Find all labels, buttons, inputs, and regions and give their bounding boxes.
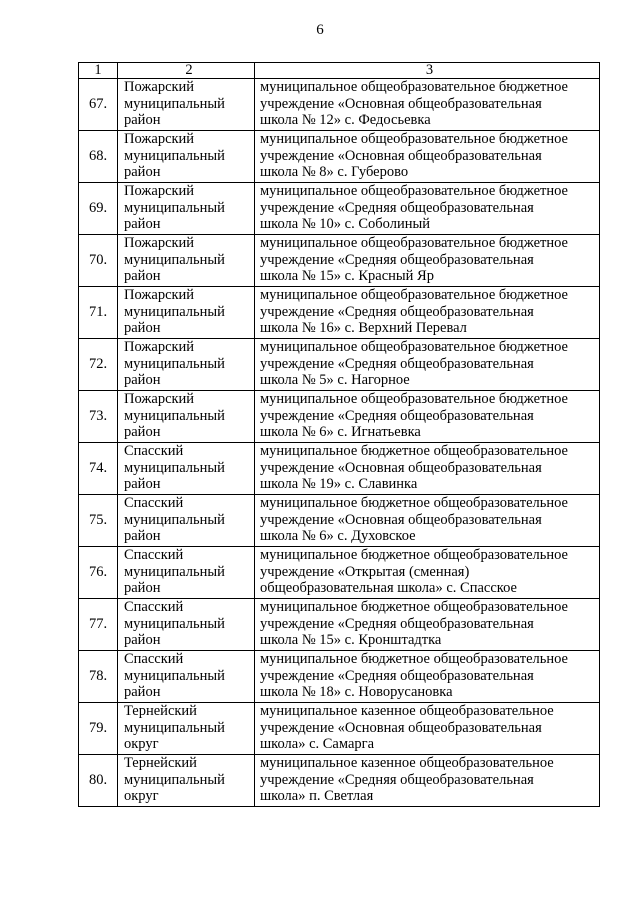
table-row bbox=[79, 339, 600, 391]
institution-name: муниципальное общеобразовательное бюджетное учреждение «Средняя общеобразовательная школа № 16» с. Верхний Перевал bbox=[260, 287, 568, 336]
table-row bbox=[79, 651, 600, 703]
district-name: Тернейский муниципальный округ bbox=[124, 755, 225, 804]
row-number: 80. bbox=[79, 755, 118, 807]
institution-cell bbox=[255, 183, 600, 235]
table-row bbox=[79, 183, 600, 235]
row-number: 67. bbox=[79, 79, 118, 131]
institution-name: муниципальное общеобразовательное бюджетное учреждение «Основная общеобразовательная школа № 8» с. Губерово bbox=[260, 131, 568, 180]
row-number: 76. bbox=[79, 547, 118, 599]
district-name: Пожарский муниципальный район bbox=[124, 183, 225, 232]
table-body bbox=[79, 63, 600, 807]
table-row bbox=[79, 703, 600, 755]
district-cell bbox=[118, 703, 255, 755]
district-name: Пожарский муниципальный район bbox=[124, 339, 225, 388]
page-number: 6 bbox=[316, 22, 324, 38]
institution-name: муниципальное казенное общеобразовательное учреждение «Средняя общеобразовательная школа» п. Светлая bbox=[260, 755, 554, 804]
header-cell-3: 3 bbox=[255, 63, 600, 79]
district-name: Пожарский муниципальный район bbox=[124, 79, 225, 128]
table-row bbox=[79, 547, 600, 599]
row-number: 75. bbox=[79, 495, 118, 547]
table-row bbox=[79, 755, 600, 807]
institution-name: муниципальное бюджетное общеобразовательное учреждение «Средняя общеобразовательная школа № 18» с. Новорусановка bbox=[260, 651, 568, 700]
district-cell bbox=[118, 183, 255, 235]
table-row bbox=[79, 287, 600, 339]
row-number: 68. bbox=[79, 131, 118, 183]
institution-name: муниципальное бюджетное общеобразовательное учреждение «Основная общеобразовательная школа № 19» с. Славинка bbox=[260, 443, 568, 492]
institution-cell bbox=[255, 651, 600, 703]
institution-cell bbox=[255, 235, 600, 287]
row-number: 79. bbox=[79, 703, 118, 755]
district-cell bbox=[118, 651, 255, 703]
table-header-row bbox=[79, 63, 600, 79]
district-cell bbox=[118, 391, 255, 443]
district-name: Пожарский муниципальный район bbox=[124, 131, 225, 180]
institution-cell bbox=[255, 495, 600, 547]
institution-name: муниципальное бюджетное общеобразовательное учреждение «Средняя общеобразовательная школа № 15» с. Кронштадтка bbox=[260, 599, 568, 648]
table-row bbox=[79, 235, 600, 287]
district-name: Спасский муниципальный район bbox=[124, 651, 225, 700]
institution-name: муниципальное общеобразовательное бюджетное учреждение «Средняя общеобразовательная школа № 10» с. Соболиный bbox=[260, 183, 568, 232]
institution-cell bbox=[255, 443, 600, 495]
table-row bbox=[79, 495, 600, 547]
institution-cell bbox=[255, 599, 600, 651]
institution-name: муниципальное общеобразовательное бюджетное учреждение «Средняя общеобразовательная школа № 15» с. Красный Яр bbox=[260, 235, 568, 284]
district-cell bbox=[118, 755, 255, 807]
district-name: Тернейский муниципальный округ bbox=[124, 703, 225, 752]
institution-name: муниципальное бюджетное общеобразовательное учреждение «Основная общеобразовательная школа № 6» с. Духовское bbox=[260, 495, 568, 544]
district-cell bbox=[118, 495, 255, 547]
district-name: Спасский муниципальный район bbox=[124, 547, 225, 596]
institution-cell bbox=[255, 339, 600, 391]
district-cell bbox=[118, 79, 255, 131]
row-number: 77. bbox=[79, 599, 118, 651]
institution-name: муниципальное общеобразовательное бюджетное учреждение «Средняя общеобразовательная школа № 6» с. Игнатьевка bbox=[260, 391, 568, 440]
row-number: 73. bbox=[79, 391, 118, 443]
district-cell bbox=[118, 235, 255, 287]
institution-cell bbox=[255, 79, 600, 131]
header-cell-2: 2 bbox=[118, 63, 255, 79]
district-name: Спасский муниципальный район bbox=[124, 443, 225, 492]
institution-name: муниципальное общеобразовательное бюджетное учреждение «Основная общеобразовательная школа № 12» с. Федосьевка bbox=[260, 79, 568, 128]
institution-name: муниципальное бюджетное общеобразовательное учреждение «Открытая (сменная) общеобразовательная школа» с. Спасское bbox=[260, 547, 568, 596]
row-number: 74. bbox=[79, 443, 118, 495]
table-row bbox=[79, 391, 600, 443]
district-name: Пожарский муниципальный район bbox=[124, 391, 225, 440]
schools-table bbox=[78, 62, 600, 807]
institution-cell bbox=[255, 287, 600, 339]
table-row bbox=[79, 79, 600, 131]
row-number: 78. bbox=[79, 651, 118, 703]
table-row bbox=[79, 599, 600, 651]
institution-cell bbox=[255, 131, 600, 183]
district-name: Пожарский муниципальный район bbox=[124, 235, 225, 284]
district-cell bbox=[118, 287, 255, 339]
institution-name: муниципальное казенное общеобразовательное учреждение «Основная общеобразовательная школа» с. Самарга bbox=[260, 703, 554, 752]
table-row bbox=[79, 443, 600, 495]
district-cell bbox=[118, 443, 255, 495]
institution-cell bbox=[255, 547, 600, 599]
institution-cell bbox=[255, 755, 600, 807]
district-name: Спасский муниципальный район bbox=[124, 495, 225, 544]
district-cell bbox=[118, 599, 255, 651]
row-number: 71. bbox=[79, 287, 118, 339]
district-cell bbox=[118, 131, 255, 183]
table-row bbox=[79, 131, 600, 183]
header-cell-1: 1 bbox=[79, 63, 118, 79]
district-cell bbox=[118, 547, 255, 599]
row-number: 72. bbox=[79, 339, 118, 391]
district-name: Спасский муниципальный район bbox=[124, 599, 225, 648]
row-number: 69. bbox=[79, 183, 118, 235]
row-number: 70. bbox=[79, 235, 118, 287]
district-name: Пожарский муниципальный район bbox=[124, 287, 225, 336]
institution-cell bbox=[255, 391, 600, 443]
district-cell bbox=[118, 339, 255, 391]
institution-cell bbox=[255, 703, 600, 755]
institution-name: муниципальное общеобразовательное бюджетное учреждение «Средняя общеобразовательная школа № 5» с. Нагорное bbox=[260, 339, 568, 388]
